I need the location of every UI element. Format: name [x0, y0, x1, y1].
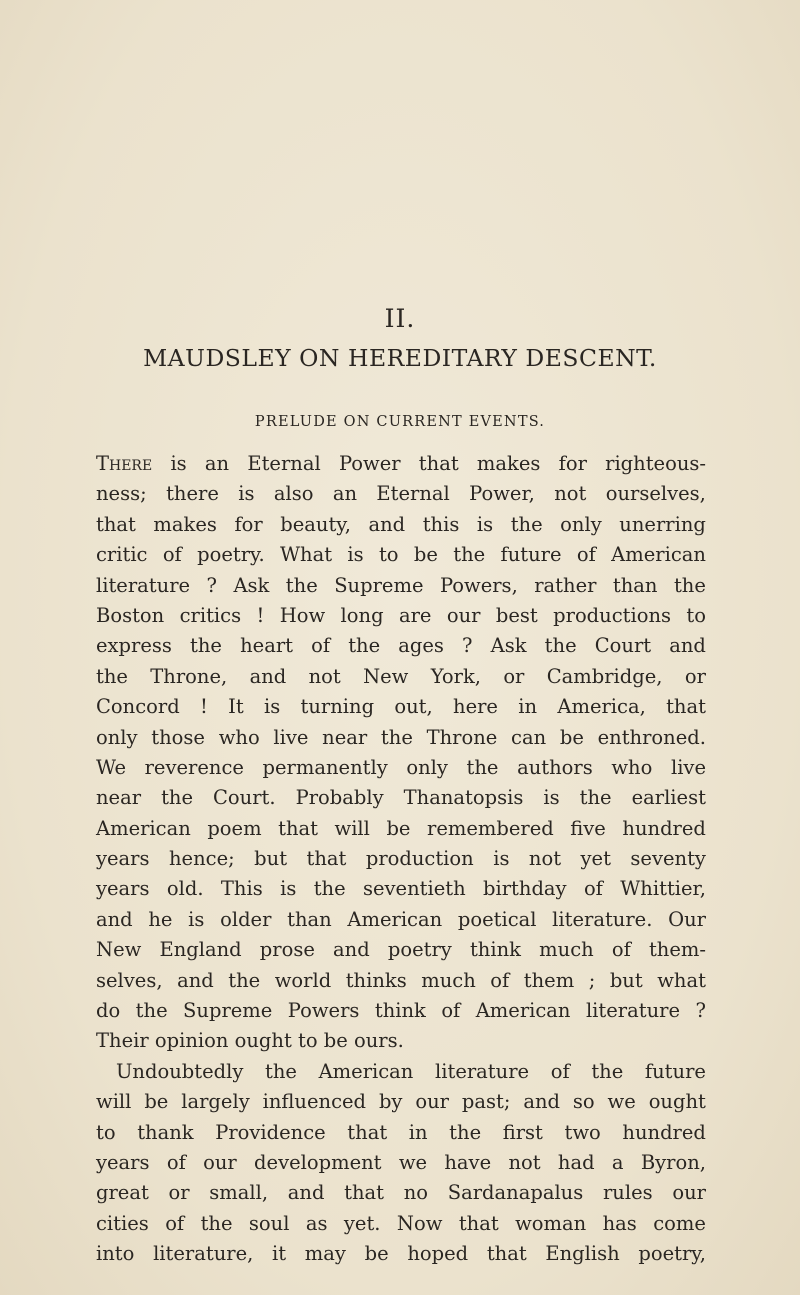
text-line: Boston critics ! How long are our best productions to	[96, 603, 706, 627]
text-line: We reverence permanently only the authors who live	[96, 755, 706, 779]
chapter-subtitle: PRELUDE ON CURRENT EVENTS.	[254, 414, 546, 430]
text-line: near the Court. Probably Thanatopsis is the earliest	[96, 786, 706, 810]
text-line: the Throne, and not New York, or Cambridge, or	[96, 664, 706, 688]
text-line: critic of poetry. What is to be the future of American	[96, 543, 706, 567]
text-line: ness; there is also an Eternal Power, not ourselves,	[96, 482, 706, 506]
text-line: American poem that will be remembered five hundred	[96, 816, 706, 840]
text-line: years old. This is the seventieth birthday of Whittier,	[96, 877, 706, 901]
text-line: cities of the soul as yet. Now that woman has come	[96, 1211, 706, 1235]
text-line: express the heart of the ages ? Ask the Court and	[96, 634, 706, 658]
chapter-title: MAUDSLEY ON HEREDITARY DESCENT.	[143, 344, 657, 372]
text-line: to thank Providence that in the first two hundred	[96, 1120, 706, 1144]
chapter-number: II.	[384, 304, 416, 333]
text-line: will be largely influenced by our past; and so we ought	[96, 1090, 706, 1114]
text-line: only those who live near the Throne can be enthroned.	[96, 725, 706, 749]
text-line: that makes for beauty, and this is the only unerring	[96, 512, 706, 536]
text-line: There is an Eternal Power that makes for righteous-	[96, 452, 706, 475]
text-line: Their opinion ought to be ours.	[96, 1029, 404, 1053]
text-line: great or small, and that no Sardanapalus rules our	[96, 1181, 706, 1205]
text-line: Undoubtedly the American literature of the future	[116, 1059, 706, 1083]
text-line: do the Supreme Powers think of American literature ?	[96, 999, 706, 1023]
text-line: Concord ! It is turning out, here in America, that	[96, 695, 706, 719]
text-line: years of our development we have not had a Byron,	[96, 1150, 706, 1174]
text-line: and he is older than American poetical literature. Our	[96, 907, 706, 931]
text-line: literature ? Ask the Supreme Powers, rather than the	[96, 573, 706, 597]
text-line: selves, and the world thinks much of them ; but what	[96, 968, 706, 992]
text-line: New England prose and poetry think much of them-	[96, 938, 706, 962]
body-text	[96, 449, 706, 1270]
text-line: into literature, it may be hoped that English poetry,	[96, 1242, 706, 1266]
text-line: years hence; but that production is not yet seventy	[96, 847, 706, 871]
